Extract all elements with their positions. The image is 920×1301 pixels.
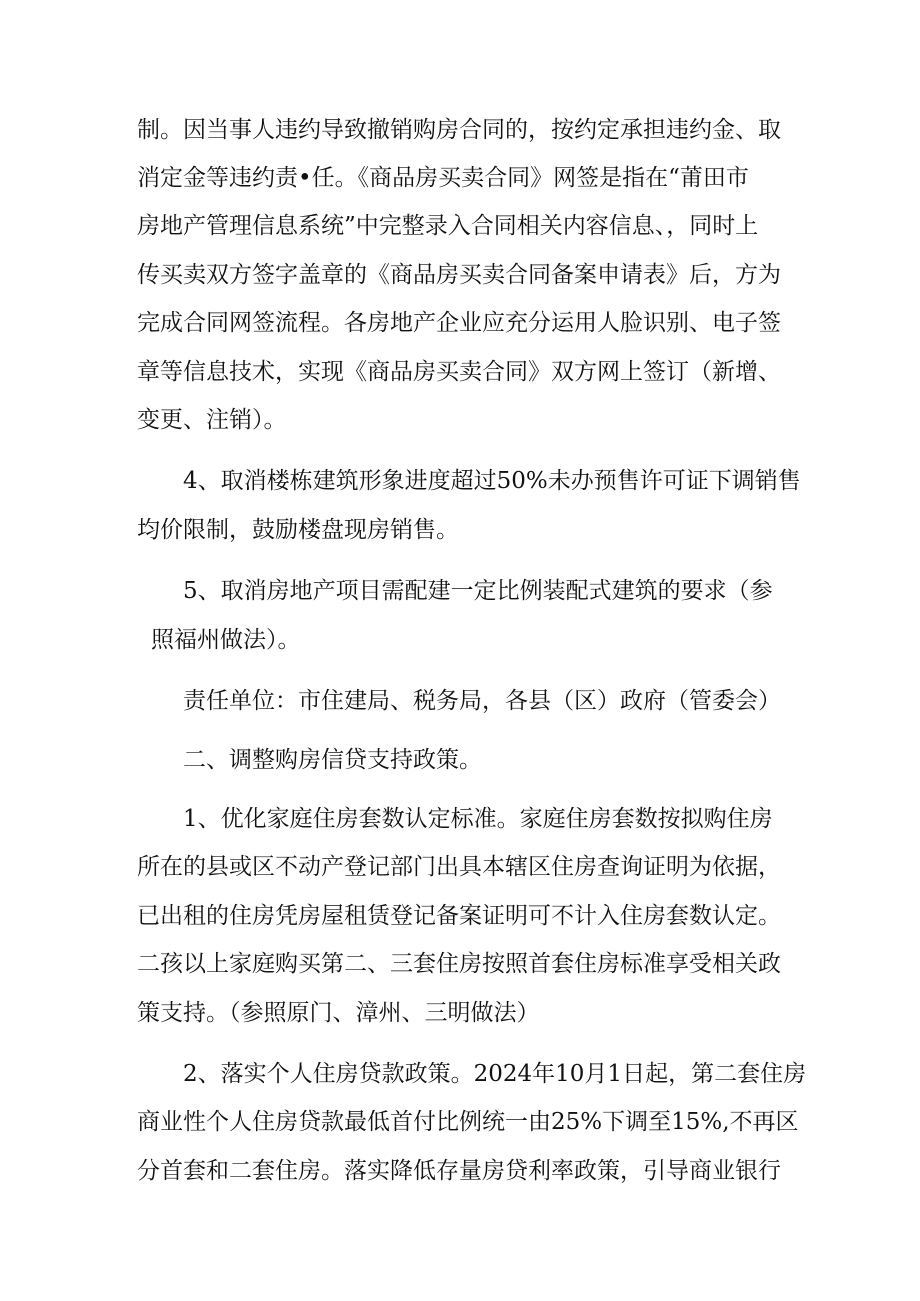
text-line: 制。因当事人违约导致撤销购房合同的，按约定承担违约金、取 <box>137 117 781 143</box>
text-line: 所在的县或区不动产登记部门出具本辖区住房查询证明为依据， <box>137 854 781 880</box>
text-line: 1、优化家庭住房套数认定标准。家庭住房套数按拟购住房 <box>183 806 773 832</box>
text-line: 策支持。（参照原门、漳州、三明做法） <box>137 1000 540 1026</box>
text-line: 二、调整购房信贷支持政策。 <box>183 747 482 773</box>
text-line: 完成合同网签流程。各房地产企业应充分运用人脸识别、电子签 <box>137 310 781 336</box>
text-line: 4、取消楼栋建筑形象进度超过50%未办预售许可证下调销售 <box>183 468 801 494</box>
text-line: 房地产管理信息系统”中完整录入合同相关内容信息、，同时上 <box>137 213 759 239</box>
text-line: 商业性个人住房贷款最低首付比例统一由25%下调至15%,不再区 <box>137 1109 799 1135</box>
text-line: 二孩以上家庭购买第二、三套住房按照首套住房标准享受相关政 <box>137 951 781 977</box>
text-line: 2、落实个人住房贷款政策。2024年10月1日起，第二套住房 <box>183 1061 807 1087</box>
text-line: 5、取消房地产项目需配建一定比例装配式建筑的要求（参 <box>183 578 773 604</box>
text-line: 已出租的住房凭房屋租赁登记备案证明可不计入住房套数认定。 <box>137 903 781 929</box>
text-line: 传买卖双方签字盖章的《商品房买卖合同备案申请表》后，方为 <box>137 262 781 288</box>
text-line: 责任单位：市住建局、税务局，各县（区）政府（管委会） <box>183 688 781 714</box>
text-line: 消定金等违约责•任。《商品房买卖合同》网签是指在“莆田市 <box>137 165 749 191</box>
text-line: 均价限制，鼓励楼盘现房销售。 <box>137 517 459 543</box>
text-line: 变更、注销）。 <box>137 407 287 433</box>
text-line: 照福州做法）。 <box>151 627 301 653</box>
text-line: 章等信息技术，实现《商品房买卖合同》双方网上签订（新增、 <box>137 359 781 385</box>
text-line: 分首套和二套住房。落实降低存量房贷利率政策，引导商业银行 <box>137 1158 781 1184</box>
